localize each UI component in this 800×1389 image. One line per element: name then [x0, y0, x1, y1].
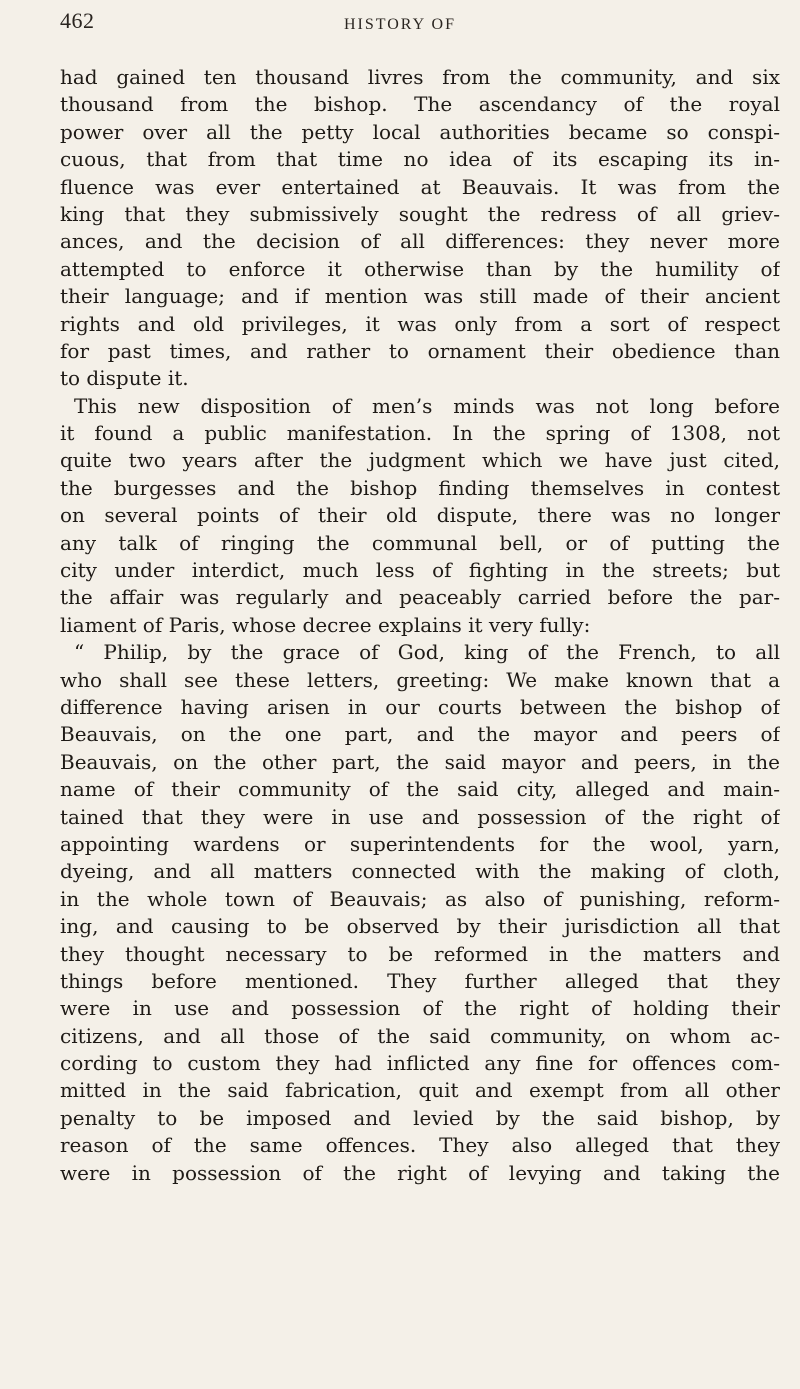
text-line: ances, and the decision of all differences: they never more — [60, 229, 780, 254]
text-line: dyeing, and all matters connected with the making of cloth, — [60, 859, 780, 884]
text-line: in the whole town of Beauvais; as also of punishing, reform- — [60, 886, 780, 911]
text-line: reason of the same offences. They also alleged that they — [60, 1133, 780, 1158]
text-line: were in possession of the right of levying and taking the — [60, 1160, 780, 1185]
text-line: rights and old privileges, it was only from a sort of respect — [60, 311, 780, 336]
text-line: citizens, and all those of the said community, on whom ac- — [60, 1023, 780, 1048]
text-line: on several points of their old dispute, there was no longer — [60, 503, 780, 528]
text-line: to dispute it. — [60, 366, 189, 391]
text-line: it found a public manifestation. In the spring of 1308, not — [60, 421, 780, 446]
body-text — [60, 64, 780, 1187]
page-number: 462 — [60, 8, 95, 33]
text-line: they thought necessary to be reformed in the matters and — [60, 941, 780, 966]
text-line: Beauvais, on the one part, and the mayor and peers of — [60, 722, 780, 747]
text-line: cuous, that from that time no idea of its escaping its in- — [60, 147, 780, 172]
text-line: their language; and if mention was still made of their ancient — [60, 284, 780, 309]
text-line: things before mentioned. They further alleged that they — [60, 968, 780, 993]
text-line: thousand from the bishop. The ascendancy of the royal — [60, 92, 780, 117]
text-line: mitted in the said fabrication, quit and exempt from all other — [60, 1078, 780, 1103]
text-line: were in use and possession of the right of holding their — [60, 996, 780, 1021]
text-line: “ Philip, by the grace of God, king of the French, to all — [74, 640, 780, 665]
text-line: difference having arisen in our courts between the bishop of — [60, 694, 780, 719]
text-line: power over all the petty local authorities became so conspi- — [60, 119, 780, 144]
text-line: attempted to enforce it otherwise than by the humility of — [60, 256, 780, 281]
text-line: for past times, and rather to ornament their obedience than — [60, 338, 780, 363]
text-line: penalty to be imposed and levied by the said bishop, by — [60, 1105, 780, 1130]
text-line: fluence was ever entertained at Beauvais. It was from the — [60, 174, 780, 199]
text-line: liament of Paris, whose decree explains it very fully: — [60, 612, 591, 637]
text-line: had gained ten thousand livres from the community, and six — [60, 65, 780, 89]
text-line: king that they submissively sought the redress of all griev- — [60, 201, 780, 226]
text-line: Beauvais, on the other part, the said mayor and peers, in the — [60, 749, 780, 774]
text-line: appointing wardens or superintendents for the wool, yarn, — [60, 831, 780, 856]
text-line: city under interdict, much less of fighting in the streets; but — [60, 558, 780, 583]
text-line: ing, and causing to be observed by their jurisdiction all that — [60, 914, 780, 939]
text-line: cording to custom they had inflicted any fine for offences com- — [60, 1051, 780, 1076]
text-line: quite two years after the judgment which we have just cited, — [60, 448, 780, 473]
text-line: who shall see these letters, greeting: We make known that a — [60, 667, 780, 692]
text-line: name of their community of the said city, alleged and main- — [60, 777, 780, 802]
running-head: HISTORY OF — [343, 16, 457, 33]
text-line: the affair was regularly and peaceably carried before the par- — [60, 585, 780, 610]
text-line: the burgesses and the bishop finding themselves in contest — [60, 475, 780, 500]
text-line: This new disposition of men’s minds was not long before — [74, 393, 780, 418]
text-line: any talk of ringing the communal bell, or of putting the — [60, 530, 780, 555]
text-line: tained that they were in use and possession of the right of — [60, 804, 780, 829]
